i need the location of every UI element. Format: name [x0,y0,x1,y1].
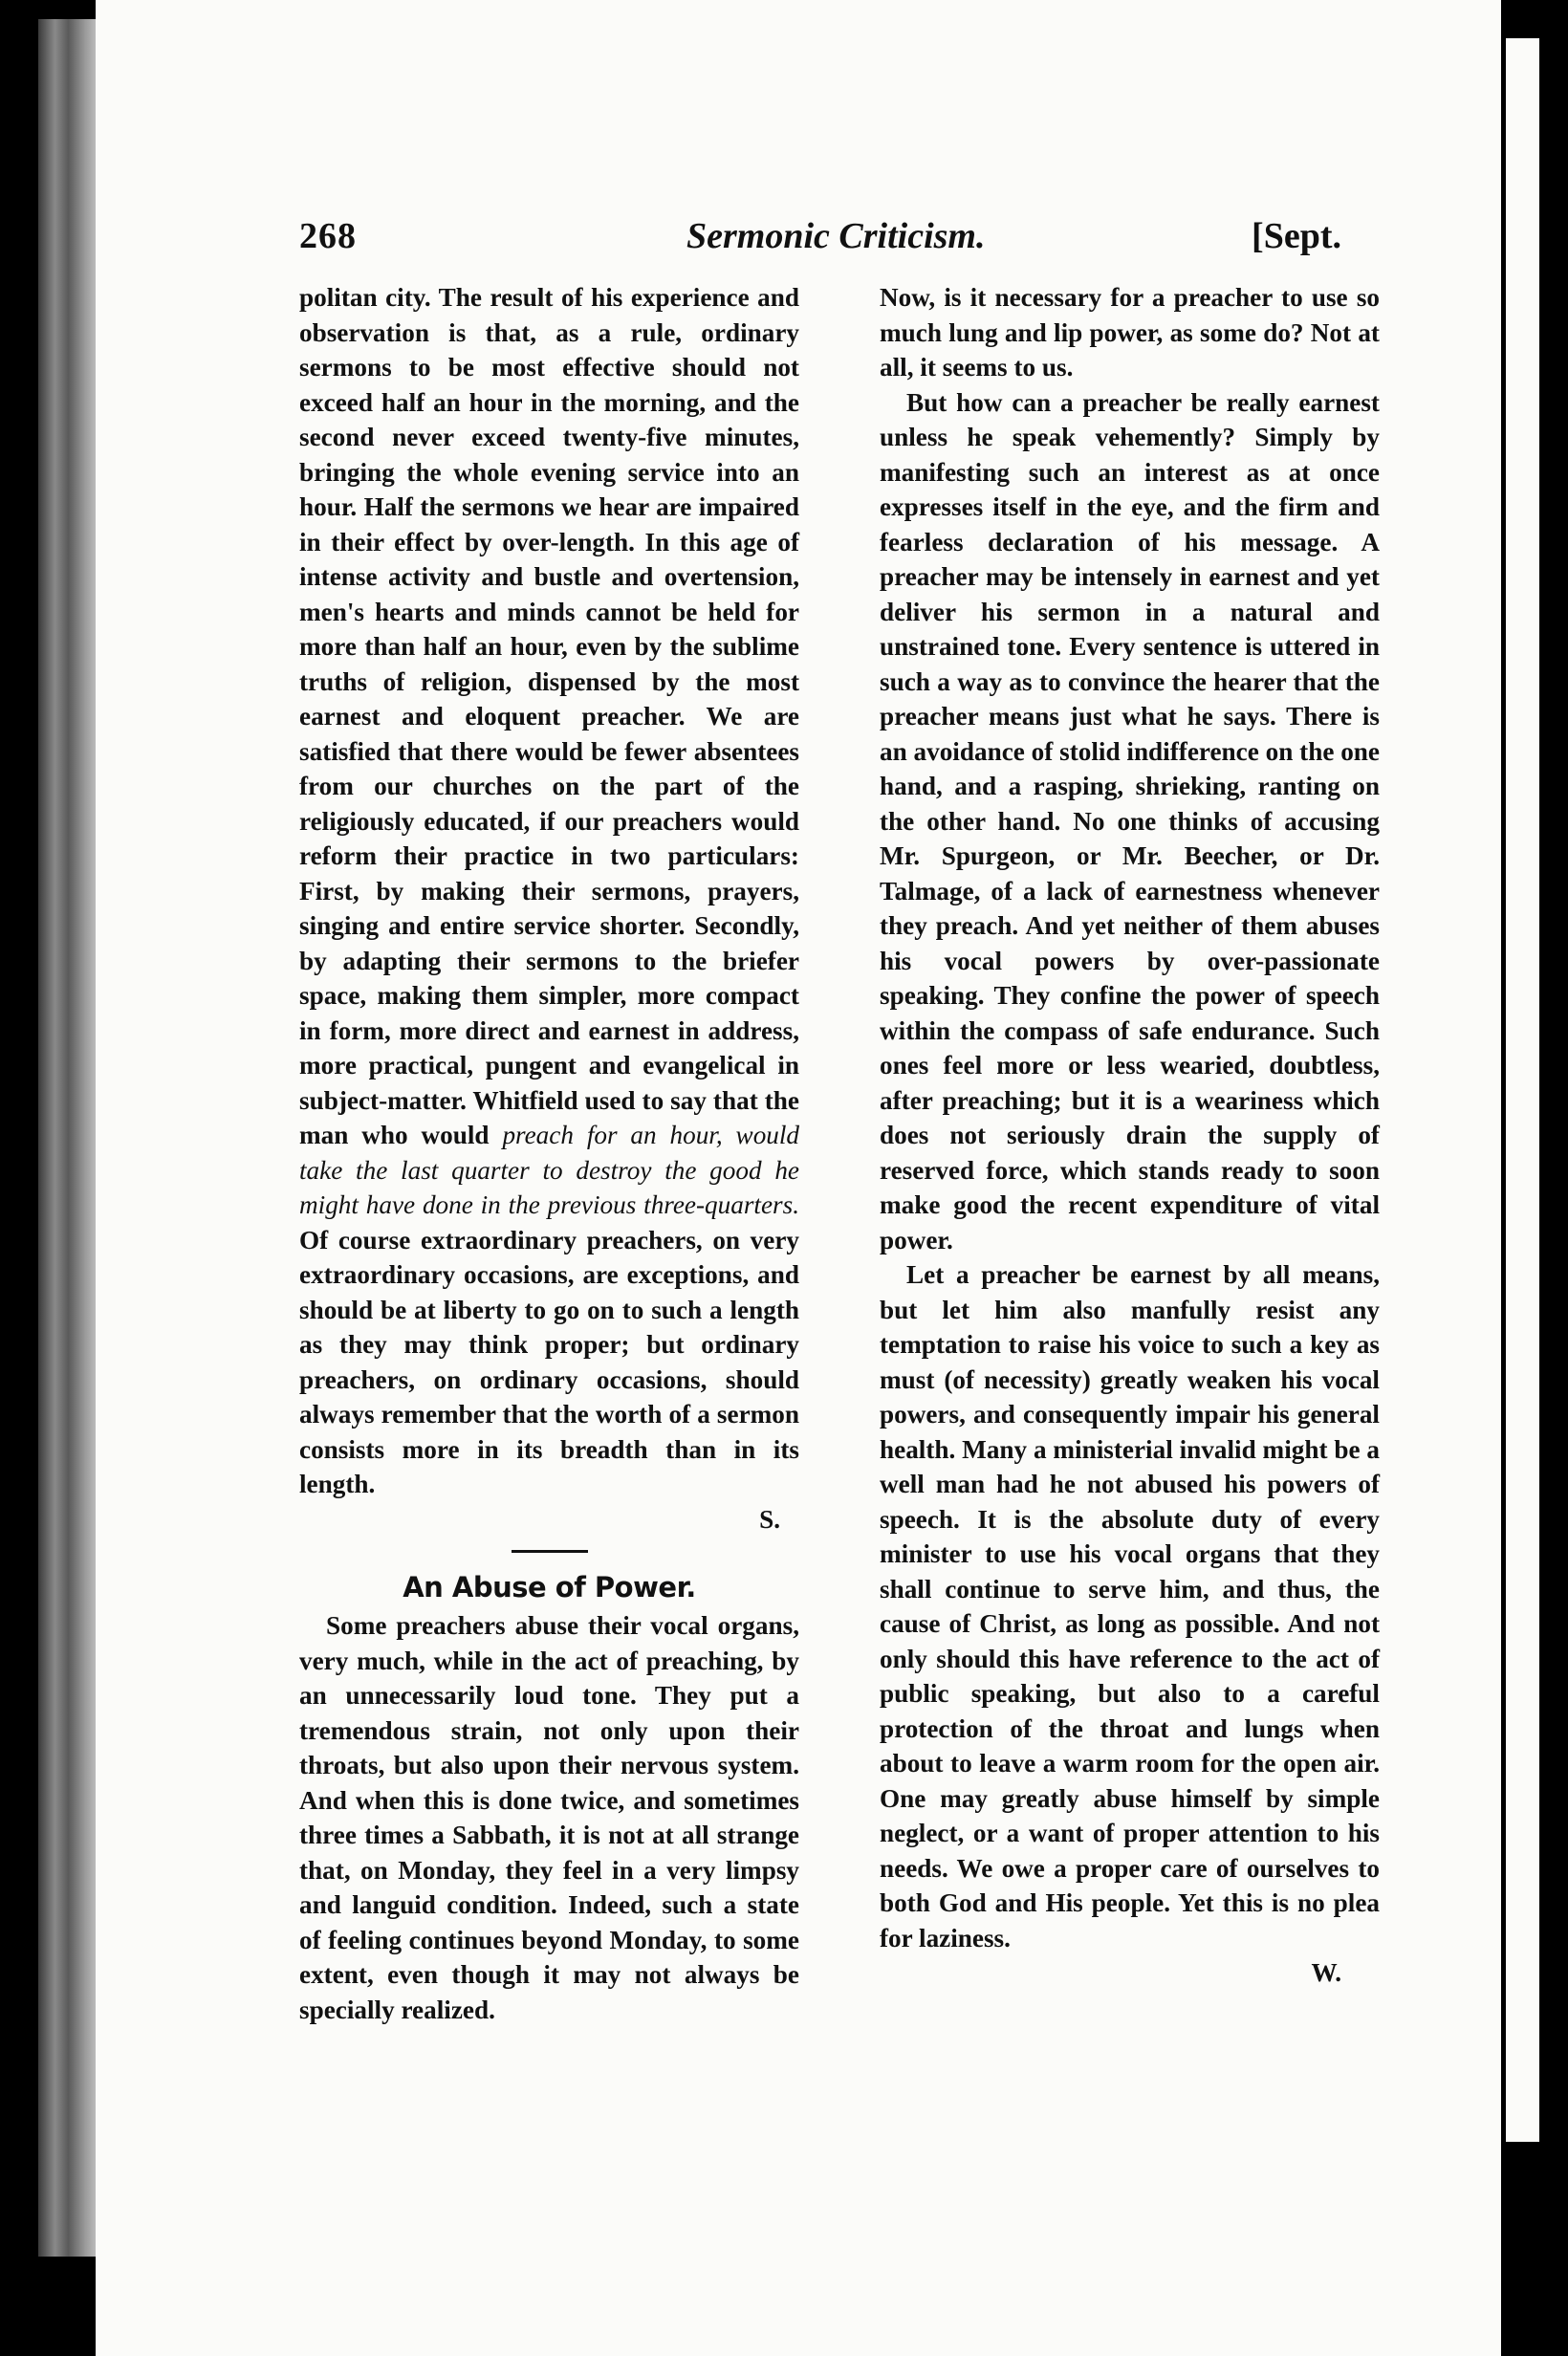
paragraph: Let a preacher be earnest by all means, but let him also manfully resist any temptation to raise his voice to such a key as must (of necessity) greatly weaken his vocal powers, and consequently impair his general health. Many a ministerial invalid might be a well man had he not abused his powers of speech. It is the absolute duty of every minister to use his vocal organs that they shall continue to serve him, and thus, the cause of Christ, as long as possible. And not only should this have reference to the act of public speaking, but also to a careful protection of the throat and lungs when about to leave a warm room for the open air. One may greatly abuse himself by simple neglect, or a want of proper attention to his needs. We owe a proper care of ourselves to both God and His people. Yet this is no plea for laziness. [880,1260,1380,1952]
paragraph-continued [299,280,799,1502]
right-column [880,280,1380,1991]
author-initial-w: W. [1311,1958,1341,1987]
author-initial-s: S. [759,1504,780,1534]
paragraph-text: Of course extraordinary preachers, on very extraordinary occasions, are exceptions, and should be at liberty to go on to such a length as they may think proper; but ordinary preachers, on ordinary occasions, should always remember that the worth of a sermon consists more in its breadth than in its length. [299,1225,799,1498]
italic-quote: preach for an hour, would take the last quarter to destroy the good he might have done in the previous three-quarters. [299,1121,800,1219]
paragraph: Now, is it necessary for a preacher to use so much lung and lip power, as some do? Not at all, it seems to us. [880,283,1380,382]
paragraph: But how can a preacher be really earnest unless he speak vehemently? Simply by manifesting such an interest as at once expresses itself in the eye, and the firm and fearless declaration of his message. A preacher may be intensely in earnest and yet deliver his sermon in a natural and unstrained tone. Every sentence is uttered in such a way as to convince the hearer that the preacher means just what he says. There is an avoidance of stolid indifference on the one hand, and a rasping, shrieking, ranting on the other hand. No one thinks of accusing Mr. Spurgeon, or Mr. Beecher, or Dr. Talmage, of a lack of earnestness whenever they preach. And yet neither of them abuses his vocal powers by over-passionate speaking. They confine the power of speech within the compass of safe endurance. Such ones feel more or less wearied, doubtless, after preaching; but it is a weariness which does not seriously drain the supply of reserved force, which stands ready to soon make good the recent expenditure of vital power. [880,387,1380,1254]
paragraph-text: politan city. The result of his experience and observation is that, as a rule, ordinary sermons to be most effective should not exceed half an hour in the morning, and the second never exceed twenty-five minutes, bringing the whole evening service into an hour. Half the sermons we hear are impaired in their effect by over-length. In this age of intense activity and bustle and overtension, men's hearts and minds cannot be held for more than half an hour, even by the sublime truths of religion, dispensed by the most earnest and eloquent preacher. We are satisfied that there would be fewer absentees from our churches on the part of the religiously educated, if our preachers would reform their practice in two particulars: First, by making their sermons, prayers, singing and entire service shorter. Secondly, by adapting their sermons to the briefer space, making them simpler, more compact in form, more direct and earnest in address, more practical, pungent and evangelical in subject-matter. Whitfield used to say that the man who would [299,283,799,1149]
running-month: [Sept. [1252,216,1341,256]
facing-page-edge [1506,38,1539,2142]
running-title: Sermonic Criticism. [686,216,986,256]
section-divider [512,1550,588,1553]
left-column [299,280,799,2027]
section-heading: An Abuse of Power. [403,1571,696,1603]
paragraph: Some preachers abuse their vocal organs, very much, while in the act of preaching, by an unnecessarily loud tone. They put a tremendous strain, not only upon their throats, but also upon their nervous system. And when this is done twice, and sometimes three times a Sabbath, it is not at all strange that, on Monday, they feel in a very limpsy and languid condition. Indeed, such a state of feeling continues beyond Monday, to some extent, even though it may not always be specially realized. [299,1611,799,2024]
page-number: 268 [299,216,357,256]
running-header [299,215,1341,273]
